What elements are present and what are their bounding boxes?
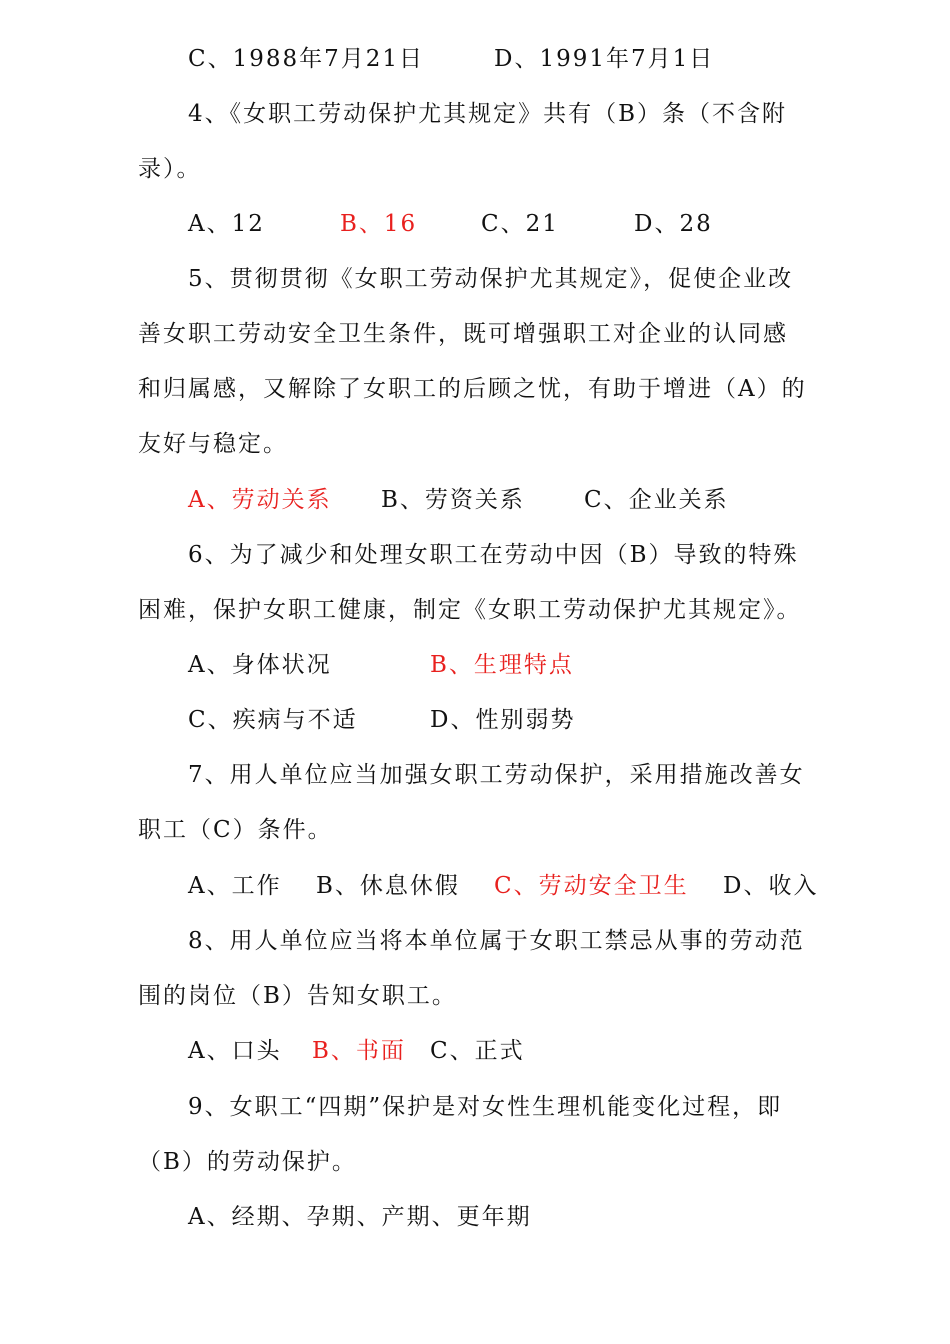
q6-text-line-1: 6、为了减少和处理女职工在劳动中因（B）导致的特殊 — [188, 542, 799, 568]
q3-option-d: D、1991年7月1日 — [494, 46, 715, 72]
q6-text-line-2: 困难，保护女职工健康，制定《女职工劳动保护尤其规定》。 — [138, 597, 802, 623]
q6-option-c: C、疾病与不适 — [188, 707, 358, 733]
q7-option-d: D、收入 — [723, 873, 819, 899]
q8-option-a: A、口头 — [188, 1038, 282, 1064]
q9-text-line-2: （B）的劳动保护。 — [138, 1149, 357, 1175]
q8-option-b-answer: B、书面 — [312, 1038, 406, 1064]
q8-text-line-2: 围的岗位（B）告知女职工。 — [138, 983, 457, 1009]
q5-option-c: C、企业关系 — [584, 487, 729, 513]
q4-text-line-1: 4、《女职工劳动保护尤其规定》共有（B）条（不含附 — [188, 101, 788, 127]
q4-option-c: C、21 — [481, 211, 559, 237]
q7-option-c-answer: C、劳动安全卫生 — [494, 873, 689, 899]
q5-text-line-3: 和归属感，又解除了女职工的后顾之忧，有助于增进（A）的 — [138, 376, 807, 402]
q5-text-line-2: 善女职工劳动安全卫生条件，既可增强职工对企业的认同感 — [138, 321, 788, 347]
q8-text-line-1: 8、用人单位应当将本单位属于女职工禁忌从事的劳动范 — [188, 928, 805, 954]
q7-option-b: B、休息休假 — [316, 873, 460, 899]
q4-text-line-2: 录）。 — [138, 156, 202, 182]
q7-option-a: A、工作 — [188, 873, 282, 899]
q6-option-a: A、身体状况 — [188, 652, 332, 678]
q4-option-d: D、28 — [634, 211, 713, 237]
q9-text-line-1: 9、女职工“四期”保护是对女性生理机能变化过程，即 — [188, 1094, 783, 1120]
q8-option-c: C、正式 — [430, 1038, 525, 1064]
q5-option-b: B、劳资关系 — [381, 487, 525, 513]
q7-text-line-2: 职工（C）条件。 — [138, 817, 333, 843]
q9-option-a: A、经期、孕期、产期、更年期 — [188, 1204, 532, 1230]
q3-option-c: C、1988年7月21日 — [188, 46, 425, 72]
q6-option-d: D、性别弱势 — [430, 707, 576, 733]
q5-option-a-answer: A、劳动关系 — [188, 487, 332, 513]
q4-option-a: A、12 — [188, 211, 265, 237]
q6-option-b-answer: B、生理特点 — [430, 652, 574, 678]
q5-text-line-4: 友好与稳定。 — [138, 431, 288, 457]
q7-text-line-1: 7、用人单位应当加强女职工劳动保护，采用措施改善女 — [188, 762, 805, 788]
q4-option-b-answer: B、16 — [340, 211, 418, 237]
q5-text-line-1: 5、贯彻贯彻《女职工劳动保护尤其规定》，促使企业改 — [188, 266, 794, 292]
